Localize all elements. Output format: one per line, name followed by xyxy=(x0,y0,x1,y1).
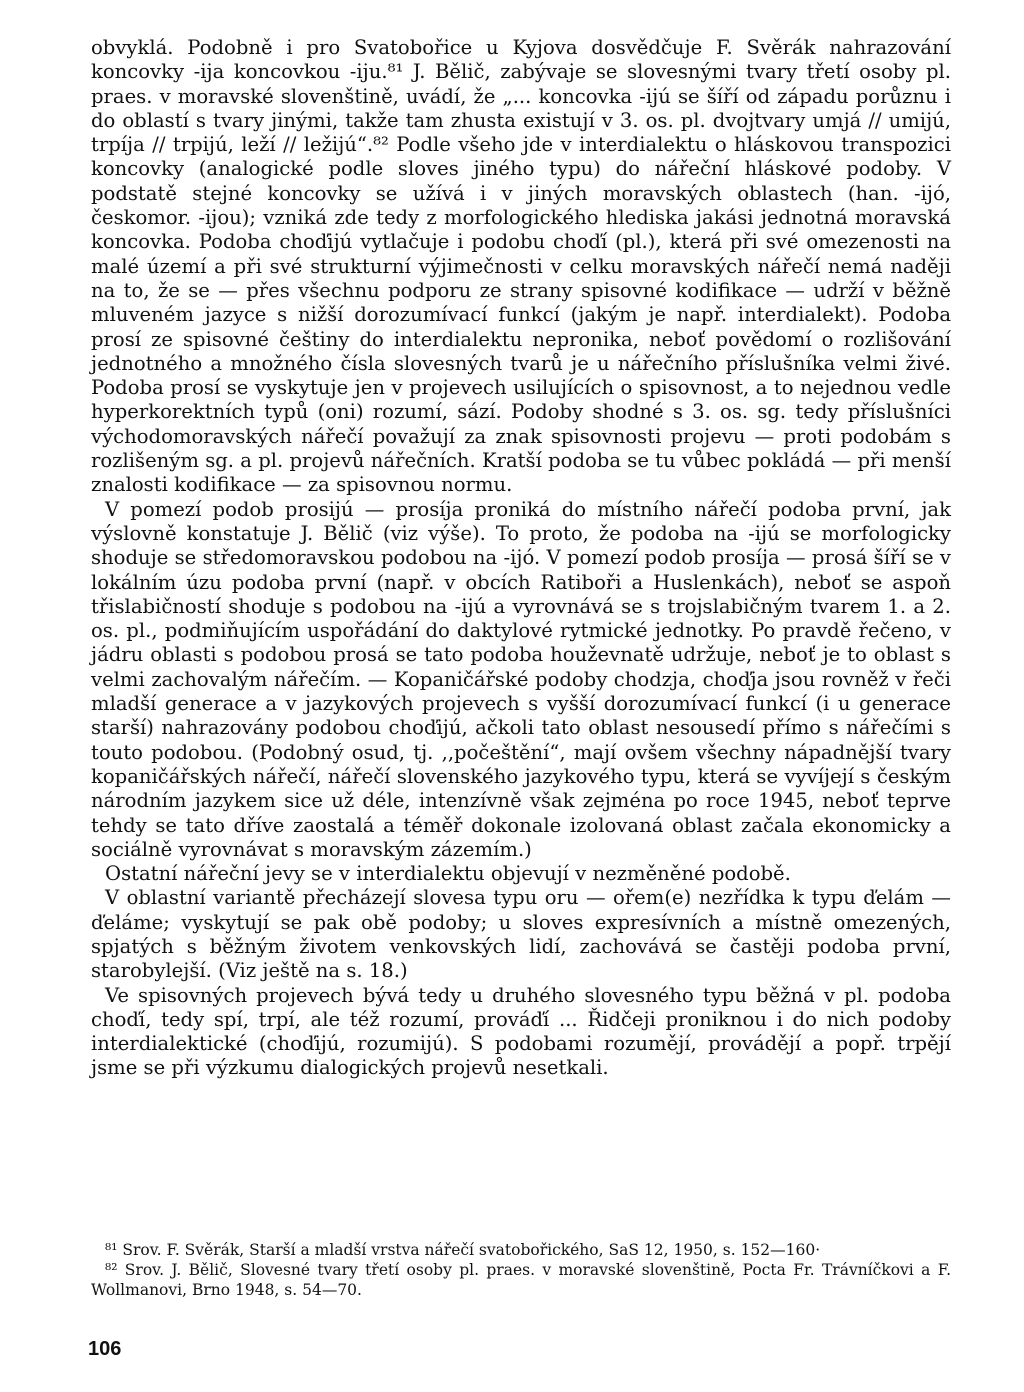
footnote-81: ⁸¹ Srov. F. Svěrák, Starší a mladší vrstva nářečí svatobořického, SaS 12, 1950, s. 152—160· xyxy=(105,1241,821,1259)
paragraph-2: V pomezí podob prosijú — prosíja proniká do místního nářečí podoba první, jak výslovně konstatuje J. Bělič (viz výše). To proto, že podoba na -ijú se morfologicky shoduje se středomoravskou podobou na -ijó. V pomezí podob prosíja — prosá šíří se v lokálním úzu podoba první (např. v obcích Ratiboři a Huslenkách), neboť se aspoň třislabičností shoduje s podobou na -ijú a vyrovnává se s trojslabičným tvarem 1. a 2. os. pl., podmiňujícím uspořádání do daktylové rytmické jednotky. Po pravdě řečeno, v jádru oblasti s podobou prosá se tato podoba houževnatě udržuje, neboť je to oblast s velmi zachovalým nářečím. — Kopaničářské podoby chodzja, choďja jsou rovněž v řeči mladší generace a v jazykových projevech s vyšší dorozumívací funkcí (i u generace starší) nahrazovány podobou choďijú, ačkoli tato oblast nesousedí přímo s nářečími s touto podobou. (Podobný osud, tj. ,,počeštění“, mají ovšem všechny nápadnější tvary kopaničářských nářečí, nářečí slovenského jazykového typu, která se vyvíjejí s českým národním jazykem sice už déle, intenzívně však zejména po roce 1945, neboť teprve tehdy se tato dříve zaostalá a téměř dokonale izolovaná oblast začala ekonomicky a sociálně vyrovnávat s moravským zázemím.) xyxy=(91,497,951,861)
paragraph-4: V oblastní variantě přecházejí slovesa typu oru — ořem(e) nezřídka k typu ďelám — ďeláme; vyskytují se pak obě podoby; u sloves expresívních a místně omezených, spjatých s běžným životem venkovských lidí, zachovává se častěji podoba první, starobylejší. (Viz ještě na s. 18.) xyxy=(91,886,951,983)
footnotes xyxy=(91,1240,951,1300)
page-number: 106 xyxy=(88,1338,122,1360)
footnote-82: ⁸² Srov. J. Bělič, Slovesné tvary třetí osoby pl. praes. v moravské slovenštině, Pocta Fr. Trávníčkovi a F. Wollmanovi, Brno 1948, s. 54—70. xyxy=(91,1261,951,1299)
paragraph-3: Ostatní nářeční jevy se v interdialektu objevují v nezměněné podobě. xyxy=(105,862,791,886)
paragraph-1: obvyklá. Podobně i pro Svatobořice u Kyjova dosvědčuje F. Svěrák nahrazování koncovky -ija koncovkou -iju.⁸¹ J. Bělič, zabývaje se slovesnými tvary třetí osoby pl. praes. v moravské slovenštině, uvádí, že „... koncovka -ijú se šíří od západu porůznu i do oblastí s tvary jinými, takže tam zhusta existují v 3. os. pl. dvojtvary umjá // umijú, trpíja // trpijú, leží // ležijú“.⁸² Podle všeho jde v interdialektu o hláskovou transpozici koncovky (analogické podle sloves jiného typu) do nářeční hláskové podoby. V podstatě stejné koncovky se užívá i v jiných moravských oblastech (han. -ijó, českomor. -ijou); vzniká zde tedy z morfologického hlediska jakási jednotná moravská koncovka. Podoba choďijú vytlačuje i podobu choďí (pl.), která při své omezenosti na malé území a při své strukturní výjimečnosti v celku moravských nářečí nemá naději na to, že se — přes všechnu podporu ze strany spisovné kodifikace — udrží v běžně mluveném jazyce s nižší dorozumívací funkcí (jakým je např. interdialekt). Podoba prosí ze spisovné češtiny do interdialektu nepronika, neboť povědomí o rozlišování jednotného a množného čísla slovesných tvarů je u nářečního příslušníka velmi živé. Podoba prosí se vyskytuje jen v projevech usilujících o spisovnost, a to nejednou vedle hyperkorektních typů (oni) rozumí, sází. Podoby shodné s 3. os. sg. tedy příslušníci východomoravských nářečí považují za znak spisovnosti projevu — proti podobám s rozlišeným sg. a pl. projevů nářečních. Kratší podoba se tu vůbec pokládá — při menší znalosti kodifikace — za spisovnou normu. xyxy=(91,36,951,497)
body-text xyxy=(91,36,951,1081)
paragraph-5: Ve spisovných projevech bývá tedy u druhého slovesného typu běžná v pl. podoba choďí, tedy spí, trpí, ale též rozumí, prováďí ... Řidčeji proniknou i do nich podoby interdialektické (choďijú, rozumijú). S podobami rozuměјí, prováděјí a popř. trpějí jsme se při výzkumu dialogických projevů nesetkali. xyxy=(91,983,951,1080)
